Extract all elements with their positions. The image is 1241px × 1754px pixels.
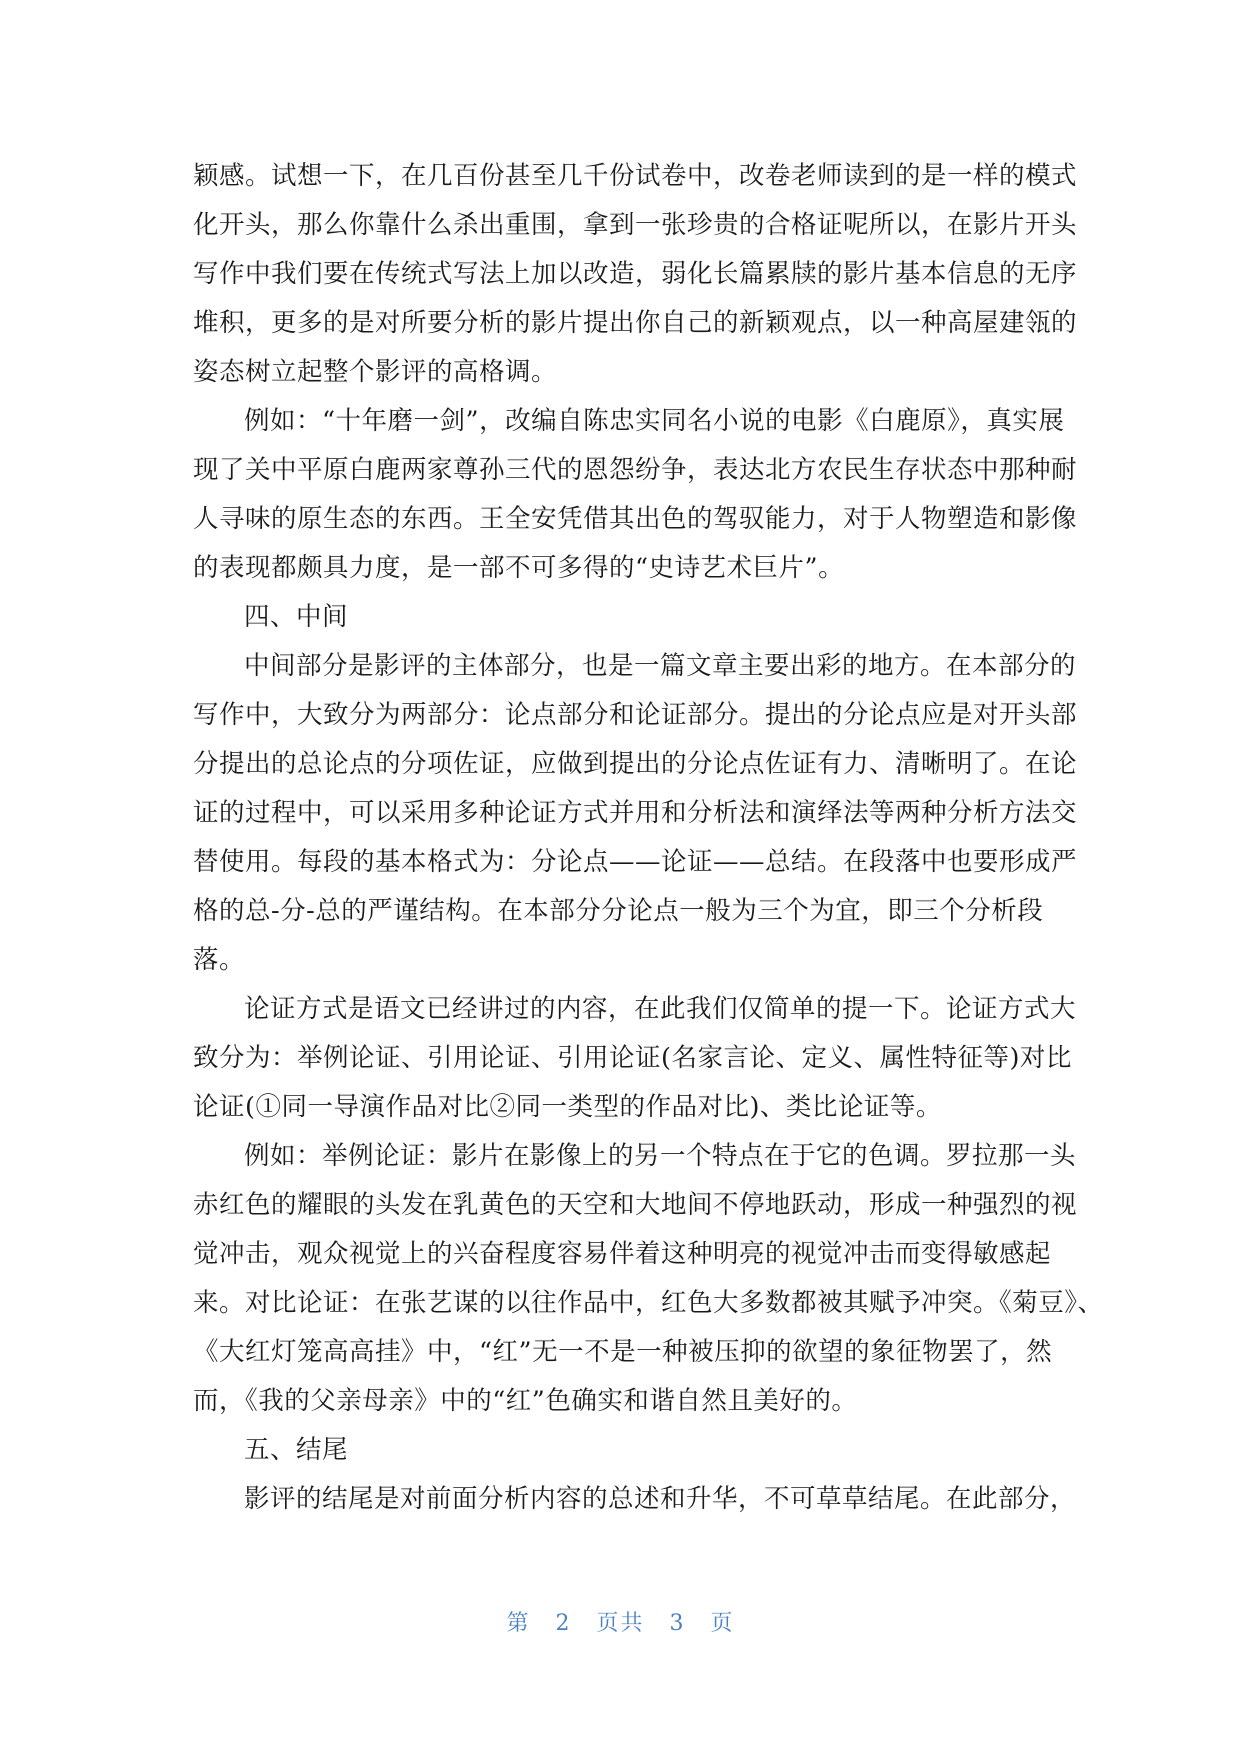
text-line: 《大红灯笼高高挂》中，“红”无一不是一种被压抑的欲望的象征物罢了，然 (193, 1337, 1053, 1367)
document-body (193, 152, 1104, 1524)
text-line: 四、中间 (244, 602, 349, 632)
text-line: 姿态树立起整个影评的高格调。 (193, 357, 558, 387)
footer-page-label: 第 (506, 1611, 531, 1636)
text-line: 落。 (193, 945, 246, 975)
text-line: 觉冲击，观众视觉上的兴奋程度容易伴着这种明亮的视觉冲击而变得敏感起 (193, 1239, 1052, 1269)
text-line: 颖感。试想一下，在几百份甚至几千份试卷中，改卷老师读到的是一样的模式 (193, 161, 1078, 191)
text-line: 格的总-分-总的严谨结构。在本部分分论点一般为三个为宜，即三个分析段 (193, 896, 1044, 926)
text-line: 影评的结尾是对前面分析内容的总述和升华，不可草草结尾。在此部分， (244, 1484, 1077, 1514)
text-line: 人寻味的原生态的东西。王全安凭借其出色的驾驭能力，对于人物塑造和影像 (193, 504, 1078, 534)
text-line: 来。对比论证：在张艺谋的以往作品中，红色大多数都被其赋予冲突。《菊豆》、 (193, 1288, 1104, 1318)
text-line: 分提出的总论点的分项佐证，应做到提出的分论点佐证有力、清晰明了。在论 (193, 749, 1078, 779)
text-line: 论证方式是语文已经讲过的内容，在此我们仅简单的提一下。论证方式大 (244, 994, 1077, 1024)
text-line: 化开头，那么你靠什么杀出重围，拿到一张珍贵的合格证呢所以，在影片开头 (193, 210, 1078, 240)
text-line: 例如：“十年磨一剑”，改编自陈忠实同名小说的电影《白鹿原》，真实展 (244, 406, 1065, 436)
text-line: 的表现都颇具力度，是一部不可多得的“史诗艺术巨片”。 (193, 553, 845, 583)
footer-total-pages: 3 (669, 1611, 686, 1636)
text-line: 致分为：举例论证、引用论证、引用论证(名家言论、定义、属性特征等)对比 (193, 1043, 1072, 1073)
text-line: 中间部分是影评的主体部分，也是一篇文章主要出彩的地方。在本部分的 (244, 651, 1077, 681)
text-line: 论证(①同一导演作品对比②同一类型的作品对比)、类比论证等。 (193, 1092, 942, 1122)
text-line: 五、结尾 (244, 1435, 349, 1465)
footer-of-label: 页共 (596, 1611, 645, 1636)
text-line: 替使用。每段的基本格式为：分论点——论证——总结。在段落中也要形成严 (193, 847, 1078, 877)
text-line: 堆积，更多的是对所要分析的影片提出你自己的新颖观点，以一种高屋建瓴的 (193, 308, 1078, 338)
page-footer (0, 1606, 1241, 1637)
text-line: 写作中我们要在传统式写法上加以改造，弱化长篇累牍的影片基本信息的无序 (193, 259, 1078, 289)
text-line: 写作中，大致分为两部分：论点部分和论证部分。提出的分论点应是对开头部 (193, 700, 1078, 730)
text-line: 证的过程中，可以采用多种论证方式并用和分析法和演绎法等两种分析方法交 (193, 798, 1078, 828)
footer-current-page: 2 (555, 1611, 572, 1636)
text-line: 现了关中平原白鹿两家尊孙三代的恩怨纷争，表达北方农民生存状态中那种耐 (193, 455, 1078, 485)
text-line: 而，《我的父亲母亲》中的“红”色确实和谐自然且美好的。 (193, 1386, 858, 1416)
text-line: 例如：举例论证：影片在影像上的另一个特点在于它的色调。罗拉那一头 (244, 1141, 1077, 1171)
footer-pages-label: 页 (710, 1611, 735, 1636)
text-line: 赤红色的耀眼的头发在乳黄色的天空和大地间不停地跃动，形成一种强烈的视 (193, 1190, 1078, 1220)
